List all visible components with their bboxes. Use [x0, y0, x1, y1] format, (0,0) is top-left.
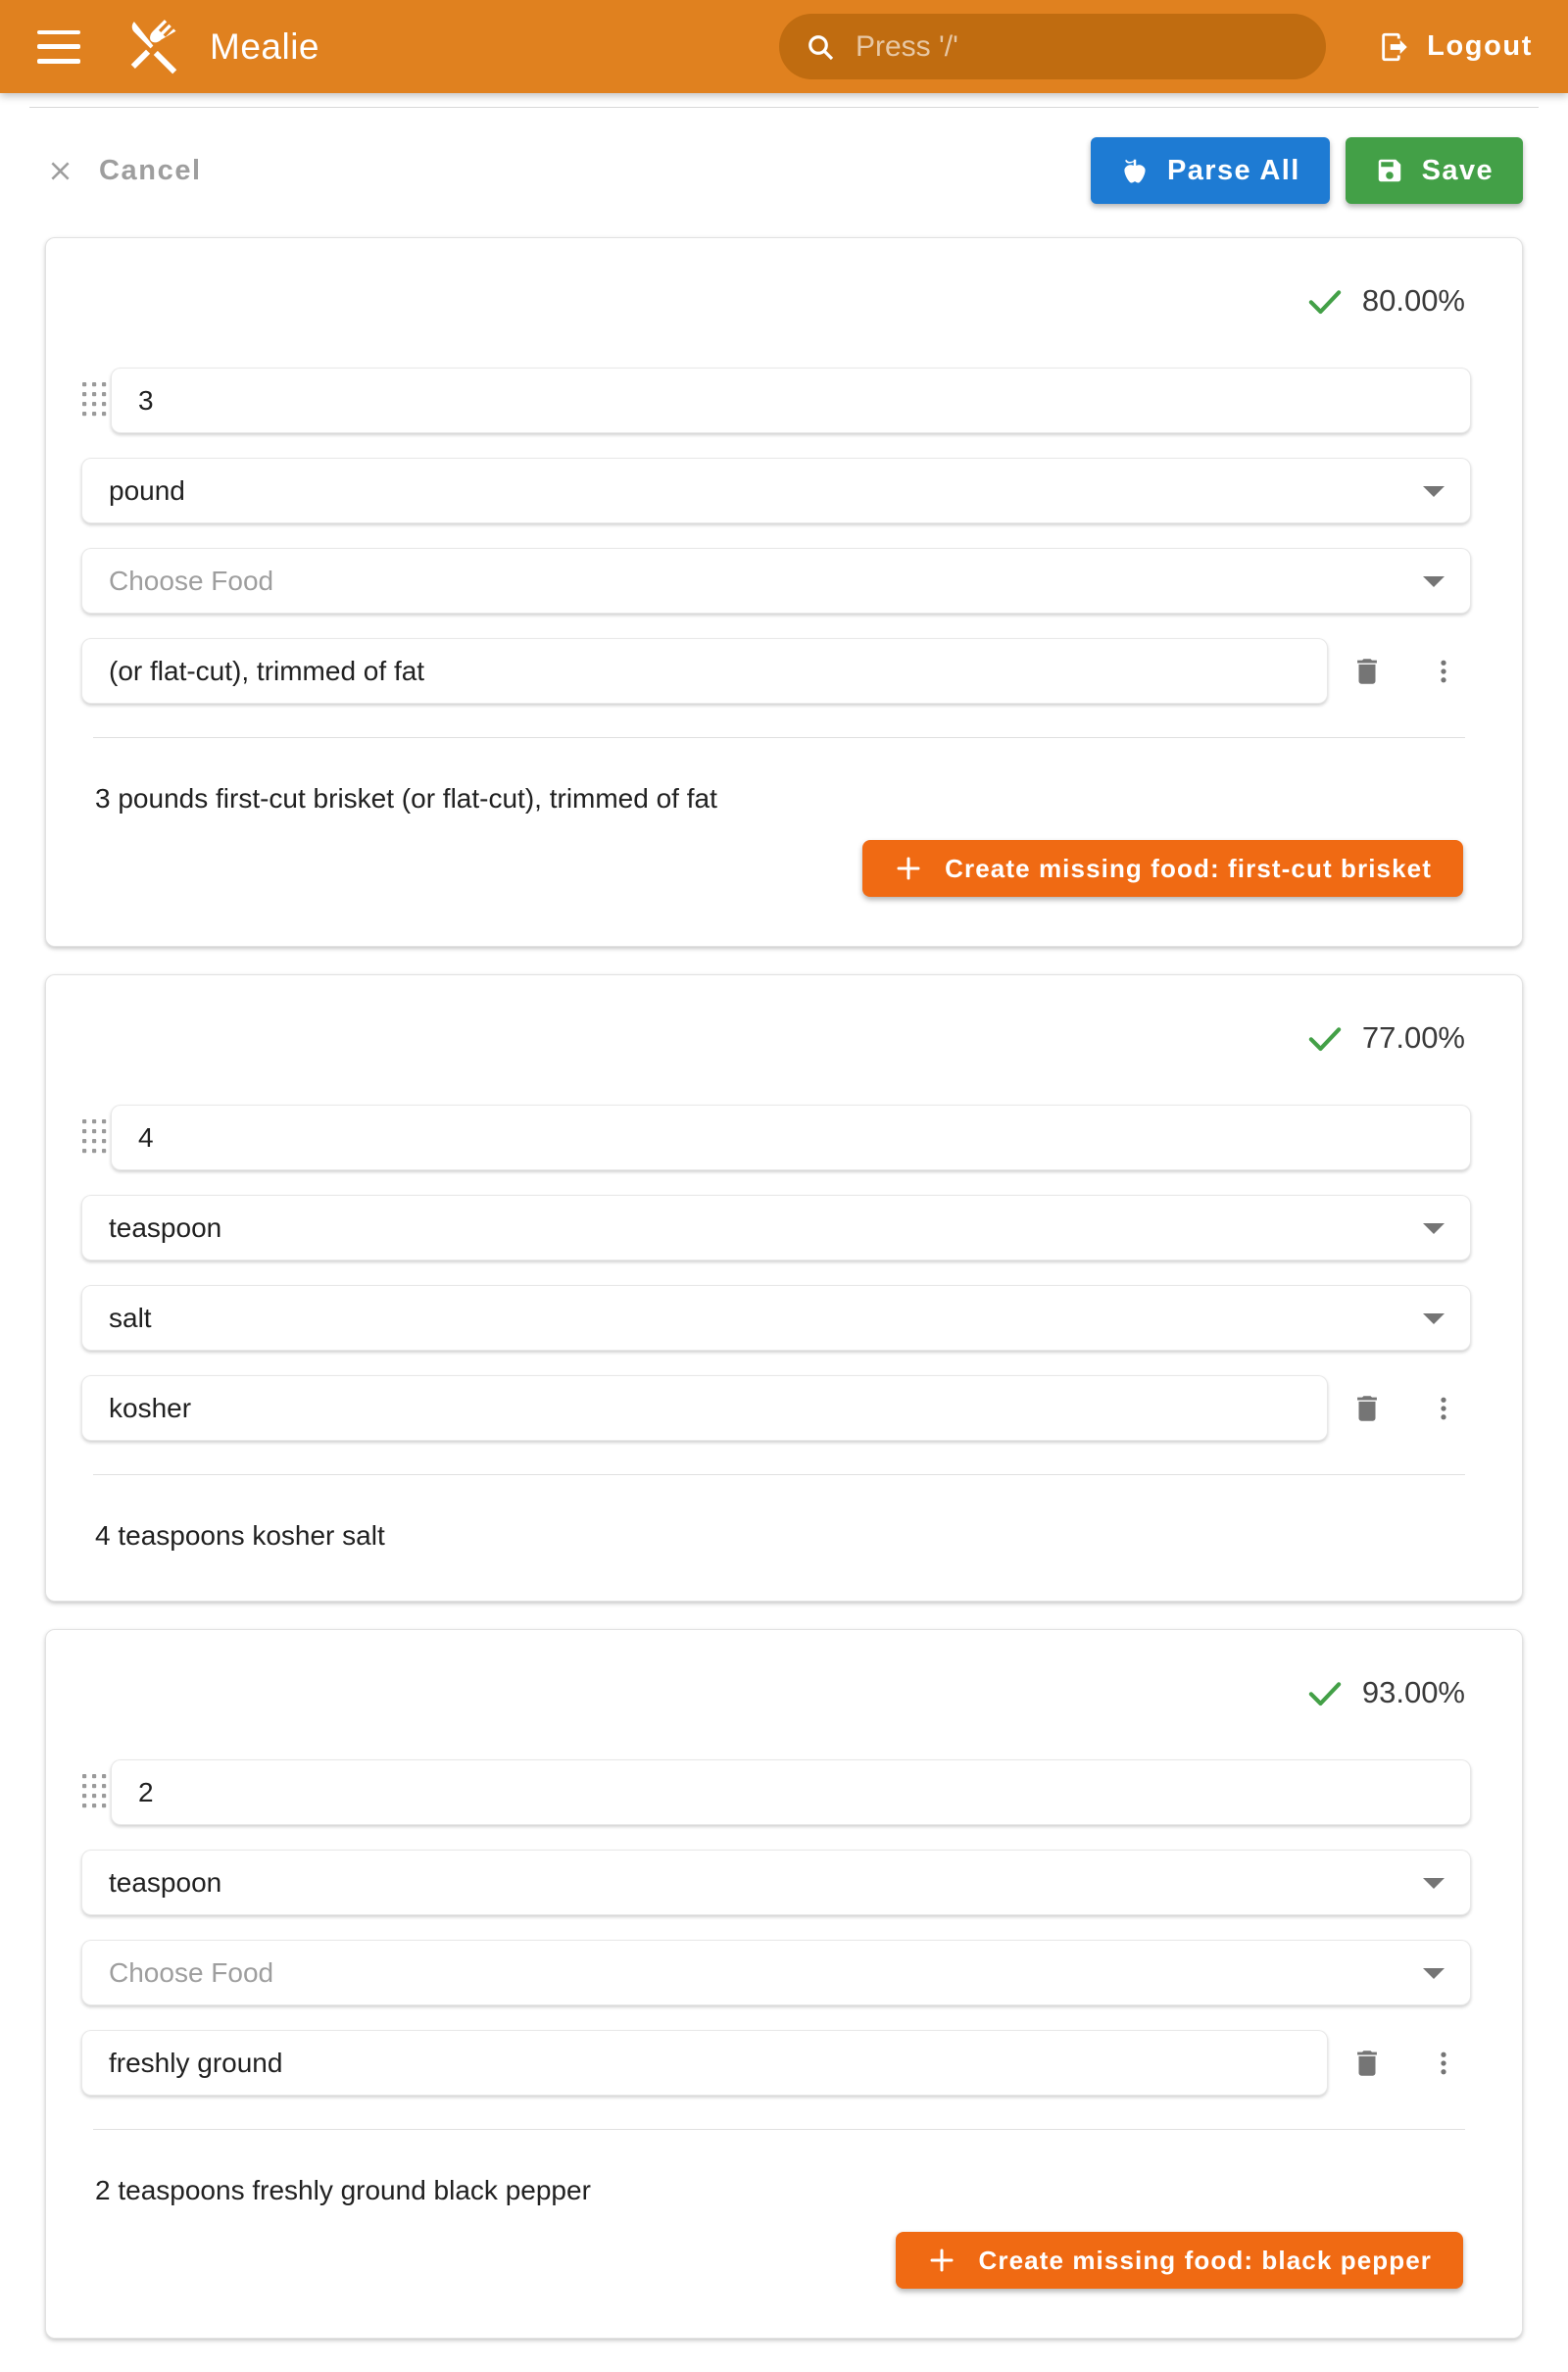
- chevron-down-icon: [1423, 1968, 1445, 1979]
- food-row: [81, 1940, 1471, 2005]
- more-options-button[interactable]: [1418, 1383, 1469, 1434]
- food-select-value: salt: [109, 1302, 152, 1333]
- unit-select[interactable]: [81, 1850, 1471, 1915]
- cancel-button[interactable]: [45, 155, 202, 187]
- unit-row: [81, 458, 1471, 523]
- drag-handle-icon[interactable]: [81, 1118, 111, 1158]
- card-divider: [93, 737, 1465, 738]
- chevron-down-icon: [1423, 576, 1445, 587]
- unit-select-value: pound: [109, 474, 185, 506]
- parse-all-button[interactable]: [1091, 137, 1330, 204]
- food-select-value: Choose Food: [109, 1956, 274, 1988]
- unit-row: [81, 1850, 1471, 1915]
- quantity-row: [81, 1759, 1471, 1825]
- food-row: [81, 1285, 1471, 1351]
- create-food-label: Create missing food: black pepper: [978, 2245, 1432, 2275]
- app-title: Mealie: [210, 25, 319, 67]
- search-placeholder: Press '/': [856, 29, 958, 63]
- trash-icon: [1350, 655, 1384, 688]
- quantity-row: [81, 368, 1471, 433]
- quantity-input[interactable]: [111, 1759, 1471, 1825]
- save-label: Save: [1421, 154, 1494, 186]
- food-select[interactable]: [81, 1285, 1471, 1351]
- note-input[interactable]: [81, 2030, 1328, 2096]
- note-input[interactable]: [81, 1375, 1328, 1441]
- unit-row: [81, 1195, 1471, 1260]
- parsed-ingredient-text: 2 teaspoons freshly ground black pepper: [95, 2175, 591, 2205]
- chevron-down-icon: [1423, 1878, 1445, 1889]
- kebab-menu-icon: [1429, 2049, 1458, 2078]
- close-icon: [45, 156, 75, 186]
- chevron-down-icon: [1423, 1313, 1445, 1324]
- search-icon: [805, 31, 836, 63]
- delete-button[interactable]: [1342, 2038, 1393, 2089]
- note-row: [81, 1375, 1471, 1441]
- more-options-button[interactable]: [1418, 646, 1469, 697]
- note-input[interactable]: [81, 638, 1328, 704]
- food-select[interactable]: [81, 1940, 1471, 2005]
- note-row: [81, 638, 1471, 704]
- create-food-button[interactable]: [896, 2232, 1463, 2289]
- drag-handle-icon[interactable]: [81, 1773, 111, 1812]
- apple-icon: [1120, 156, 1150, 185]
- delete-button[interactable]: [1342, 646, 1393, 697]
- card-divider: [93, 1474, 1465, 1475]
- plus-icon: [894, 854, 923, 883]
- logout-button[interactable]: [1372, 21, 1539, 74]
- cancel-label: Cancel: [99, 154, 202, 186]
- logout-label: Logout: [1427, 30, 1533, 62]
- editor-toolbar: [0, 108, 1568, 210]
- save-button[interactable]: [1346, 137, 1523, 204]
- note-row: [81, 2030, 1471, 2096]
- create-row: [81, 2232, 1471, 2289]
- kebab-menu-icon: [1429, 657, 1458, 686]
- trash-icon: [1350, 1392, 1384, 1425]
- check-icon: [1305, 1673, 1345, 1712]
- drag-handle-icon[interactable]: [81, 381, 111, 420]
- confidence-row: [81, 1673, 1471, 1712]
- ingredient-list: [0, 237, 1568, 2339]
- parsed-ingredient-text: 4 teaspoons kosher salt: [95, 1520, 385, 1551]
- quantity-row: [81, 1105, 1471, 1170]
- card-divider: [93, 2129, 1465, 2130]
- kebab-menu-icon: [1429, 1394, 1458, 1423]
- create-food-label: Create missing food: first-cut brisket: [945, 853, 1432, 883]
- plus-icon: [927, 2246, 956, 2275]
- parsed-ingredient-text: 3 pounds first-cut brisket (or flat-cut), trimmed of fat: [95, 783, 717, 814]
- create-row: [81, 840, 1471, 897]
- unit-select-value: teaspoon: [109, 1211, 222, 1243]
- create-food-button[interactable]: [862, 840, 1463, 897]
- quantity-input[interactable]: [111, 368, 1471, 433]
- food-row: [81, 548, 1471, 614]
- confidence-percent: 77.00%: [1361, 1020, 1465, 1055]
- logout-icon: [1378, 30, 1411, 64]
- ingredient-card: [45, 1629, 1523, 2339]
- check-icon: [1305, 1018, 1345, 1058]
- confidence-row: [81, 281, 1471, 321]
- app-bar: [0, 0, 1568, 93]
- delete-button[interactable]: [1342, 1383, 1393, 1434]
- unit-select-value: teaspoon: [109, 1866, 222, 1898]
- chevron-down-icon: [1423, 1223, 1445, 1234]
- more-options-button[interactable]: [1418, 2038, 1469, 2089]
- save-icon: [1375, 156, 1404, 185]
- mealie-logo-icon: [123, 17, 184, 77]
- menu-icon[interactable]: [37, 30, 80, 64]
- confidence-percent: 80.00%: [1361, 283, 1465, 318]
- unit-select[interactable]: [81, 1195, 1471, 1260]
- food-select-value: Choose Food: [109, 565, 274, 596]
- confidence-row: [81, 1018, 1471, 1058]
- ingredient-card: [45, 974, 1523, 1602]
- quantity-input[interactable]: [111, 1105, 1471, 1170]
- food-select[interactable]: [81, 548, 1471, 614]
- unit-select[interactable]: [81, 458, 1471, 523]
- confidence-percent: 93.00%: [1361, 1675, 1465, 1709]
- parse-all-label: Parse All: [1167, 154, 1300, 186]
- check-icon: [1305, 281, 1345, 321]
- trash-icon: [1350, 2047, 1384, 2080]
- chevron-down-icon: [1423, 486, 1445, 497]
- ingredient-card: [45, 237, 1523, 947]
- search-input[interactable]: [779, 14, 1326, 79]
